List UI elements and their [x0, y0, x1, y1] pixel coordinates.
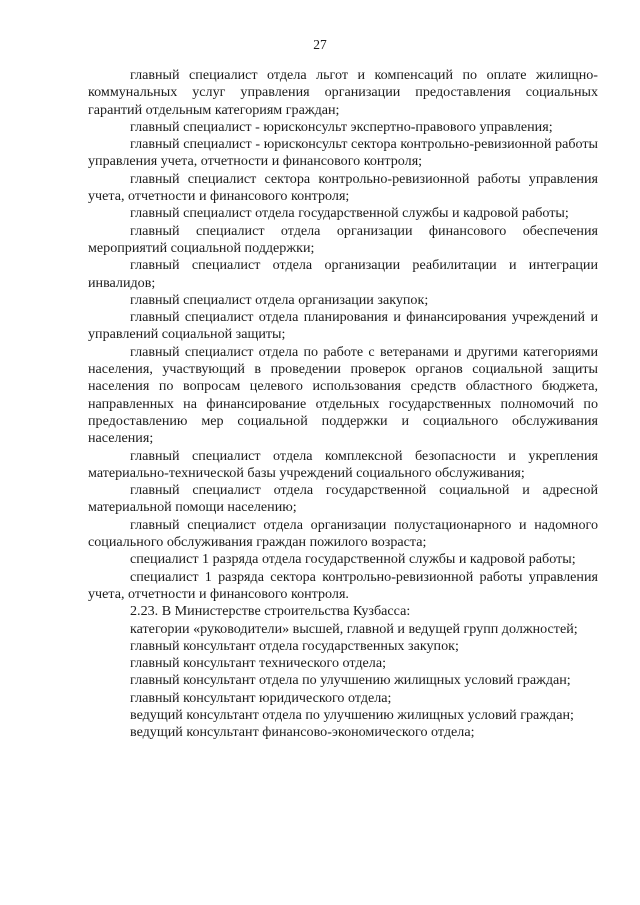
- paragraph: главный специалист отдела льгот и компенсаций по оплате жилищно-коммунальных услуг управления организации предоставления социальных гарантий отдельным категориям граждан;: [88, 67, 598, 118]
- paragraph: главный специалист отдела планирования и финансирования учреждений и управлений социальной защиты;: [88, 309, 598, 343]
- paragraph: главный консультант отдела по улучшению жилищных условий граждан;: [130, 672, 571, 689]
- paragraph: главный специалист отдела государственной службы и кадровой работы;: [130, 205, 569, 222]
- paragraph: главный специалист отдела организации закупок;: [130, 291, 429, 308]
- document-body: [88, 67, 598, 742]
- paragraph: главный консультант юридического отдела;: [130, 689, 392, 706]
- paragraph: категории «руководители» высшей, главной и ведущей групп должностей;: [130, 620, 578, 637]
- paragraph: главный специалист отдела организации реабилитации и интеграции инвалидов;: [88, 257, 598, 291]
- paragraph: ведущий консультант финансово-экономического отдела;: [130, 724, 475, 741]
- paragraph: главный специалист - юрисконсульт сектора контрольно-ревизионной работы управления учета, отчетности и финансового контроля;: [88, 136, 598, 170]
- paragraph: главный специалист отдела организации полустационарного и надомного социального обслуживания граждан пожилого возраста;: [88, 516, 598, 551]
- paragraph: главный специалист отдела государственной социальной и адресной материальной помощи населению;: [88, 482, 598, 516]
- paragraph: главный специалист - юрисконсульт экспертно-правового управления;: [130, 118, 553, 135]
- paragraph: главный специалист сектора контрольно-ревизионной работы управления учета, отчетности и финансового контроля;: [88, 170, 598, 205]
- page-number: 27: [313, 37, 327, 52]
- paragraph: специалист 1 разряда сектора контрольно-ревизионной работы управления учета, отчетности и финансового контроля.: [88, 568, 598, 602]
- paragraph: главный консультант отдела государственных закупок;: [130, 637, 459, 654]
- paragraph: главный специалист отдела комплексной безопасности и укрепления материально-технической базы учреждений социального обслуживания;: [88, 447, 598, 481]
- paragraph: специалист 1 разряда отдела государственной службы и кадровой работы;: [130, 551, 576, 568]
- paragraph: главный специалист отдела организации финансового обеспечения мероприятий социальной поддержки;: [88, 222, 598, 256]
- paragraph: ведущий консультант отдела по улучшению жилищных условий граждан;: [130, 706, 574, 723]
- paragraph: главный специалист отдела по работе с ветеранами и другими категориями населения, участвующий в проведении проверок органов социальной защиты населения по вопросам целевого использования средств областного бюджета, направленных на финансирование отдельных государственных полномочий по предоставлению мер социальной поддержки и социального обслуживания населения;: [88, 343, 598, 447]
- section-heading: 2.23. В Министерстве строительства Кузбасса:: [130, 603, 411, 620]
- paragraph: главный консультант технического отдела;: [130, 655, 386, 672]
